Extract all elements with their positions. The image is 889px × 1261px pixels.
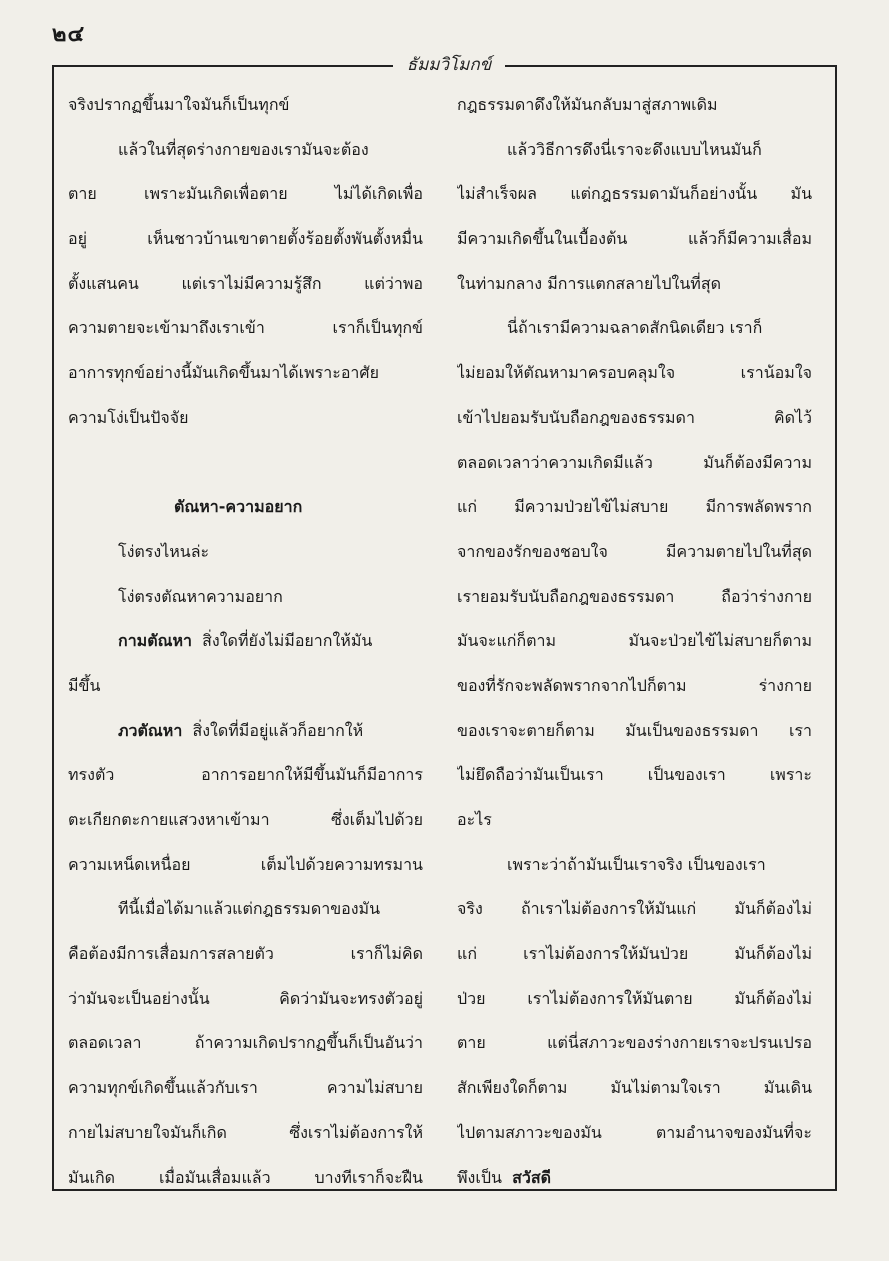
text-line: ของเราจะตายก็ตาม มันเป็นของธรรมดา เรา [457,720,812,740]
text-line: ความเหน็ดเหนื่อย เต็มไปด้วยความทรมาน [68,854,423,874]
closing-word: สวัสดี [512,1167,551,1187]
text-line: ป่วย เราไม่ต้องการให้มันตาย มันก็ต้องไม่ [457,988,812,1008]
term-kama-tanha: กามตัณหา [118,631,192,651]
page-number: ๒๔ [52,22,86,47]
text-line: ตั้งแสนคน แต่เราไม่มีความรู้สึก แต่ว่าพอ [68,273,423,293]
text-line: อะไร [457,810,492,829]
text-line: ตาย แต่นี่สภาวะของร่างกายเราจะปรนเปรอ [457,1033,812,1053]
frame-top-rule-left [52,65,393,67]
text-line: ว่ามันจะเป็นอย่างนั้น คิดว่ามันจะทรงตัวอยู่ [68,988,423,1008]
text-line: ไม่ยึดถือว่ามันเป็นเรา เป็นของเรา เพราะ [457,765,812,785]
text-line: ทรงตัว อาการอยากให้มีขึ้นมันก็มีอาการ [68,765,423,785]
text-line-start: พึงเป็น [457,1167,502,1187]
frame-top-rule-right [505,65,837,67]
text-line: แก่ เราไม่ต้องการให้มันป่วย มันก็ต้องไม่ [457,944,812,964]
text-line: ในท่ามกลาง มีการแตกสลายไปในที่สุด [457,273,721,293]
text-line: นี่ถ้าเรามีความฉลาดสักนิดเดียว เราก็ [507,318,763,338]
running-header-title: ธัมมวิโมกข์ [406,55,492,75]
text-line: เข้าไปยอมรับนับถือกฎของธรรมดา คิดไว้ [457,407,812,427]
section-heading: ตัณหา-ความอยาก [174,497,303,517]
text-line: แล้ววิธีการดึงนี่เราจะดึงแบบไหนมันก็ [507,139,762,159]
right-column [457,83,812,1200]
text-line: ความโง่เป็นปัจจัย [68,407,189,427]
text-line: แล้วในที่สุดร่างกายของเรามันจะต้อง [118,139,369,159]
text-line: จริงปรากฏขึ้นมาใจมันก็เป็นทุกข์ [68,95,290,114]
term-bhava-tanha: ภวตัณหา [118,720,183,740]
text-line: เพราะว่าถ้ามันเป็นเราจริง เป็นของเรา [507,854,766,874]
text-line: จากของรักของชอบใจ มีความตายไปในที่สุด [457,541,812,561]
text-line: อาการทุกข์อย่างนี้มันเกิดขึ้นมาได้เพราะอาศัย [68,363,379,383]
text-line: มันจะแก่ก็ตาม มันจะป่วยไข้ไม่สบายก็ตาม [457,631,812,651]
text-line: เรายอมรับนับถือกฎของธรรมดา ถือว่าร่างกาย [457,586,812,606]
text-line [68,619,423,664]
text-line: อยู่ เห็นชาวบ้านเขาตายตั้งร้อยตั้งพันตั้งหมื่น [68,229,423,249]
text-line: มีขึ้น [68,675,101,695]
text-line: ความตายจะเข้ามาถึงเราเข้า เราก็เป็นทุกข์ [68,318,423,338]
text-line: ตลอดเวลา ถ้าความเกิดปรากฏขึ้นก็เป็นอันว่า [68,1033,423,1053]
text-line: แก่ มีความป่วยไข้ไม่สบาย มีการพลัดพราก [457,497,812,517]
left-column [68,83,423,1200]
text-line [68,709,423,754]
text-line: มันเกิด เมื่อมันเสื่อมแล้ว บางทีเราก็จะฝืน [68,1167,423,1187]
text-line: จริง ถ้าเราไม่ต้องการให้มันแก่ มันก็ต้องไม่ [457,899,812,919]
text-line: มีความเกิดขึ้นในเบื้องต้น แล้วก็มีความเสื่อม [457,229,812,249]
text-line: ความทุกข์เกิดขึ้นแล้วกับเรา ความไม่สบาย [68,1078,423,1098]
text-line: ไม่สำเร็จผล แต่กฎธรรมดามันก็อย่างนั้น มัน [457,184,812,204]
text-line: ทีนี้เมื่อได้มาแล้วแต่กฎธรรมดาของมัน [118,899,381,919]
text-line: ของที่รักจะพลัดพรากจากไปก็ตาม ร่างกาย [457,675,812,695]
text-line: ไปตามสภาวะของมัน ตามอำนาจของมันที่จะ [457,1122,812,1142]
text-line: โง่ตรงไหนล่ะ [118,541,210,561]
text-line [457,1156,812,1201]
text-line: ตลอดเวลาว่าความเกิดมีแล้ว มันก็ต้องมีความ [457,452,812,472]
text-line: กายไม่สบายใจมันก็เกิด ซึ่งเราไม่ต้องการให้ [68,1122,423,1142]
text-line: คือต้องมีการเสื่อมการสลายตัว เราก็ไม่คิด [68,944,423,964]
blank-line [68,441,423,486]
text-line: ไม่ยอมให้ตัณหามาครอบคลุมใจ เราน้อมใจ [457,363,812,383]
text-line: กฎธรรมดาดึงให้มันกลับมาสู่สภาพเดิม [457,95,718,114]
text-line-rest: สิ่งใดที่ยังไม่มีอยากให้มัน [202,631,373,651]
text-line: ตะเกียกตะกายแสวงหาเข้ามา ซึ่งเต็มไปด้วย [68,810,423,829]
text-line: ตาย เพราะมันเกิดเพื่อตาย ไม่ได้เกิดเพื่อ [68,184,423,204]
text-line: สักเพียงใดก็ตาม มันไม่ตามใจเรา มันเดิน [457,1078,812,1098]
text-line-rest: สิ่งใดที่มีอยู่แล้วก็อยากให้ [192,720,364,740]
text-line: โง่ตรงตัณหาความอยาก [118,586,283,606]
